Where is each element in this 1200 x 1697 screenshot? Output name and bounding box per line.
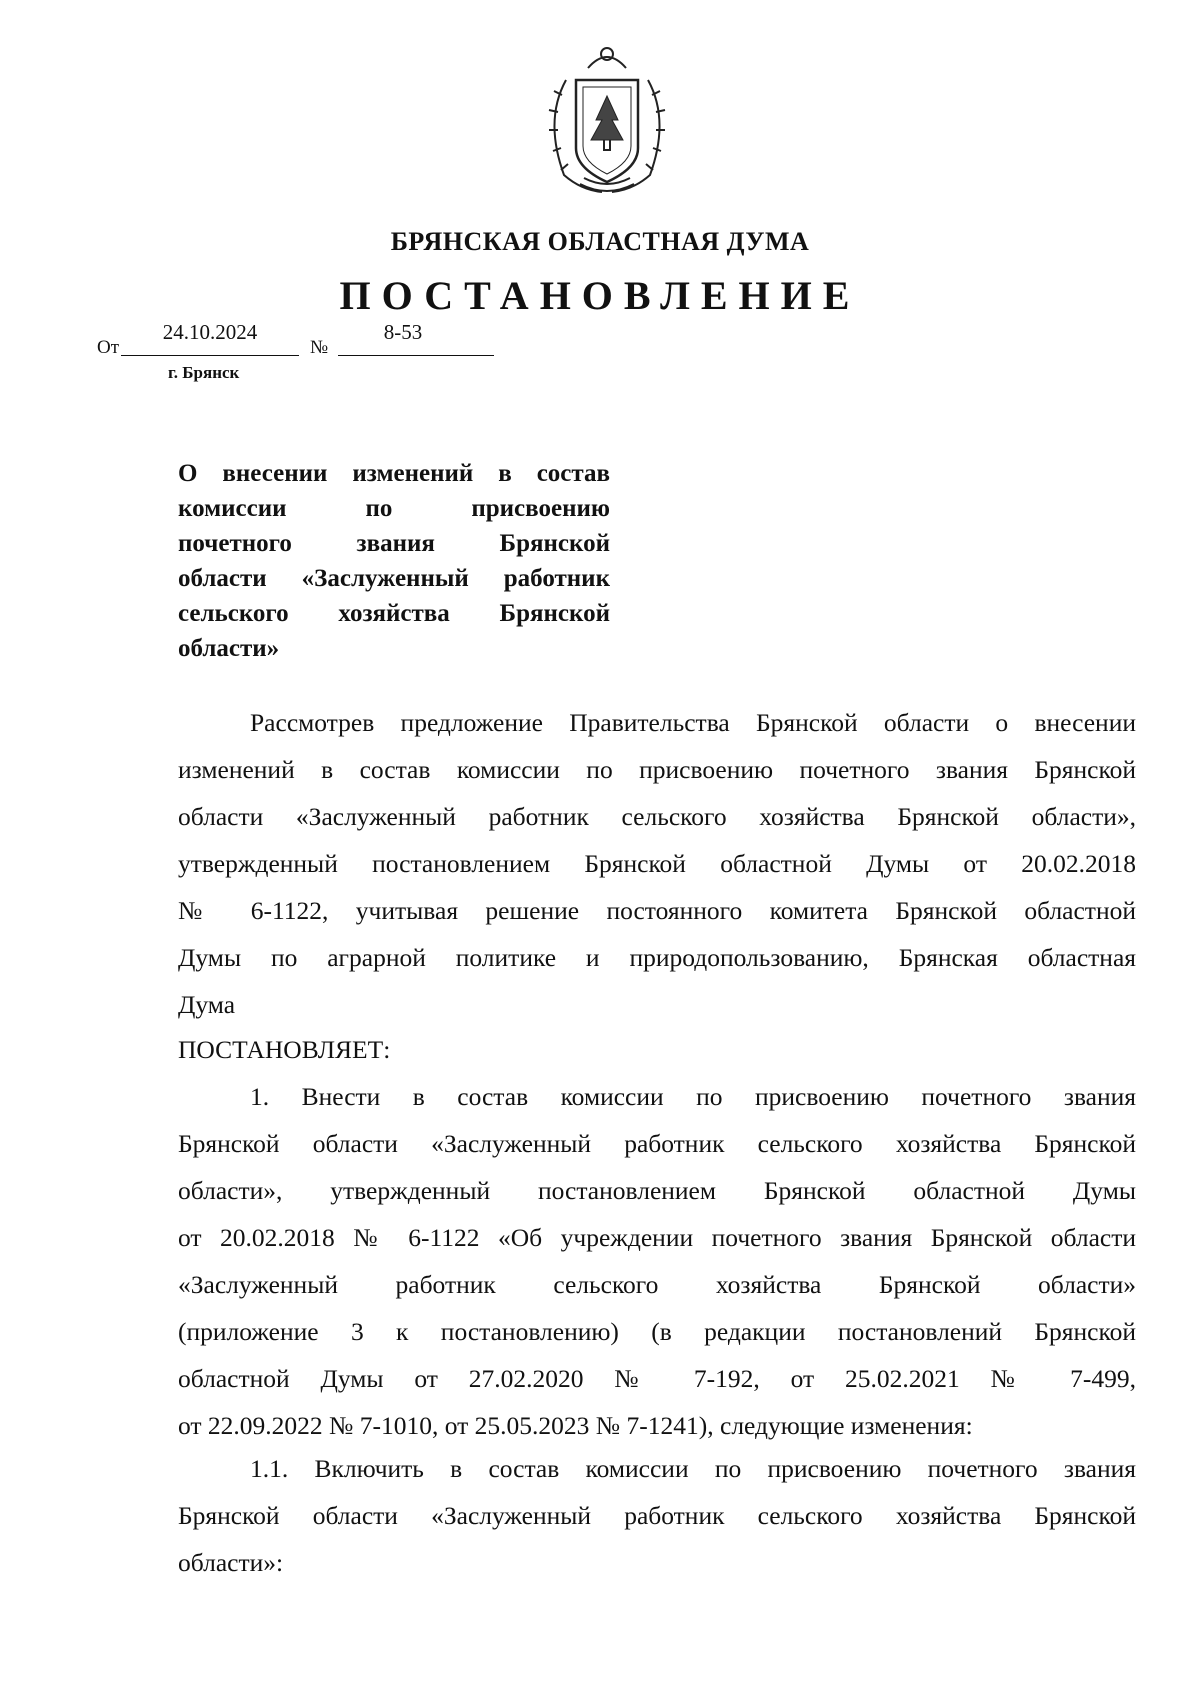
coat-of-arms-emblem (536, 40, 678, 200)
number-label: № (310, 337, 329, 358)
text-line: от 20.02.2018 № 6-1122 «Об учреждении почетного звания Брянской области (178, 1223, 1136, 1252)
text-line: Брянской области «Заслуженный работник сельского хозяйства Брянской (178, 1501, 1136, 1530)
text-line: от 22.09.2022 № 7-1010, от 25.05.2023 № 7-1241), следующие изменения: (178, 1411, 973, 1440)
text-line: Дума (178, 990, 236, 1019)
item-1-1-paragraph (178, 1445, 1136, 1586)
document-subject (178, 456, 610, 666)
date-underline (121, 355, 299, 356)
subject-line: О внесении изменений в состав (178, 460, 610, 487)
subject-line: почетного звания Брянской (178, 530, 610, 557)
document-number: 8-53 (383, 320, 423, 344)
subject-line: сельского хозяйства Брянской (178, 600, 610, 627)
text-line: (приложение 3 к постановлению) (в редакции постановлений Брянской (178, 1317, 1136, 1346)
text-line: «Заслуженный работник сельского хозяйства Брянской области» (178, 1270, 1136, 1299)
text-line: № 6-1122, учитывая решение постоянного комитета Брянской областной (178, 896, 1136, 925)
subject-line: области «Заслуженный работник (178, 565, 610, 592)
item-1-paragraph (178, 1073, 1136, 1449)
date-label: От (97, 337, 120, 358)
text-line: 1. Внести в состав комиссии по присвоению почетного звания (250, 1082, 1136, 1111)
text-line: 1.1. Включить в состав комиссии по присвоению почетного звания (250, 1454, 1136, 1483)
text-line: области»: (178, 1548, 284, 1577)
subject-line: области» (178, 635, 280, 662)
number-underline (338, 355, 494, 356)
document-type-title: ПОСТАНОВЛЕНИЕ (339, 273, 861, 318)
text-line: Брянской области «Заслуженный работник сельского хозяйства Брянской (178, 1129, 1136, 1158)
text-line: области «Заслуженный работник сельского хозяйства Брянской области», (178, 802, 1136, 831)
text-line: области», утвержденный постановлением Брянской областной Думы (178, 1176, 1136, 1205)
text-line: областной Думы от 27.02.2020 № 7-192, от 25.02.2021 № 7-499, (178, 1364, 1136, 1393)
city-name: г. Брянск (168, 363, 240, 382)
decree-word: ПОСТАНОВЛЯЕТ: (178, 1035, 391, 1064)
text-line: утвержденный постановлением Брянской областной Думы от 20.02.2018 (178, 849, 1136, 878)
preamble-paragraph (178, 699, 1136, 1028)
subject-line: комиссии по присвоению (178, 495, 610, 522)
text-line: Думы по аграрной политике и природопользованию, Брянская областная (178, 943, 1136, 972)
text-line: Рассмотрев предложение Правительства Брянской области о внесении (250, 708, 1136, 737)
text-line: изменений в состав комиссии по присвоению почетного звания Брянской (178, 755, 1136, 784)
document-date: 24.10.2024 (162, 320, 258, 344)
organization-title: БРЯНСКАЯ ОБЛАСТНАЯ ДУМА (390, 227, 810, 256)
